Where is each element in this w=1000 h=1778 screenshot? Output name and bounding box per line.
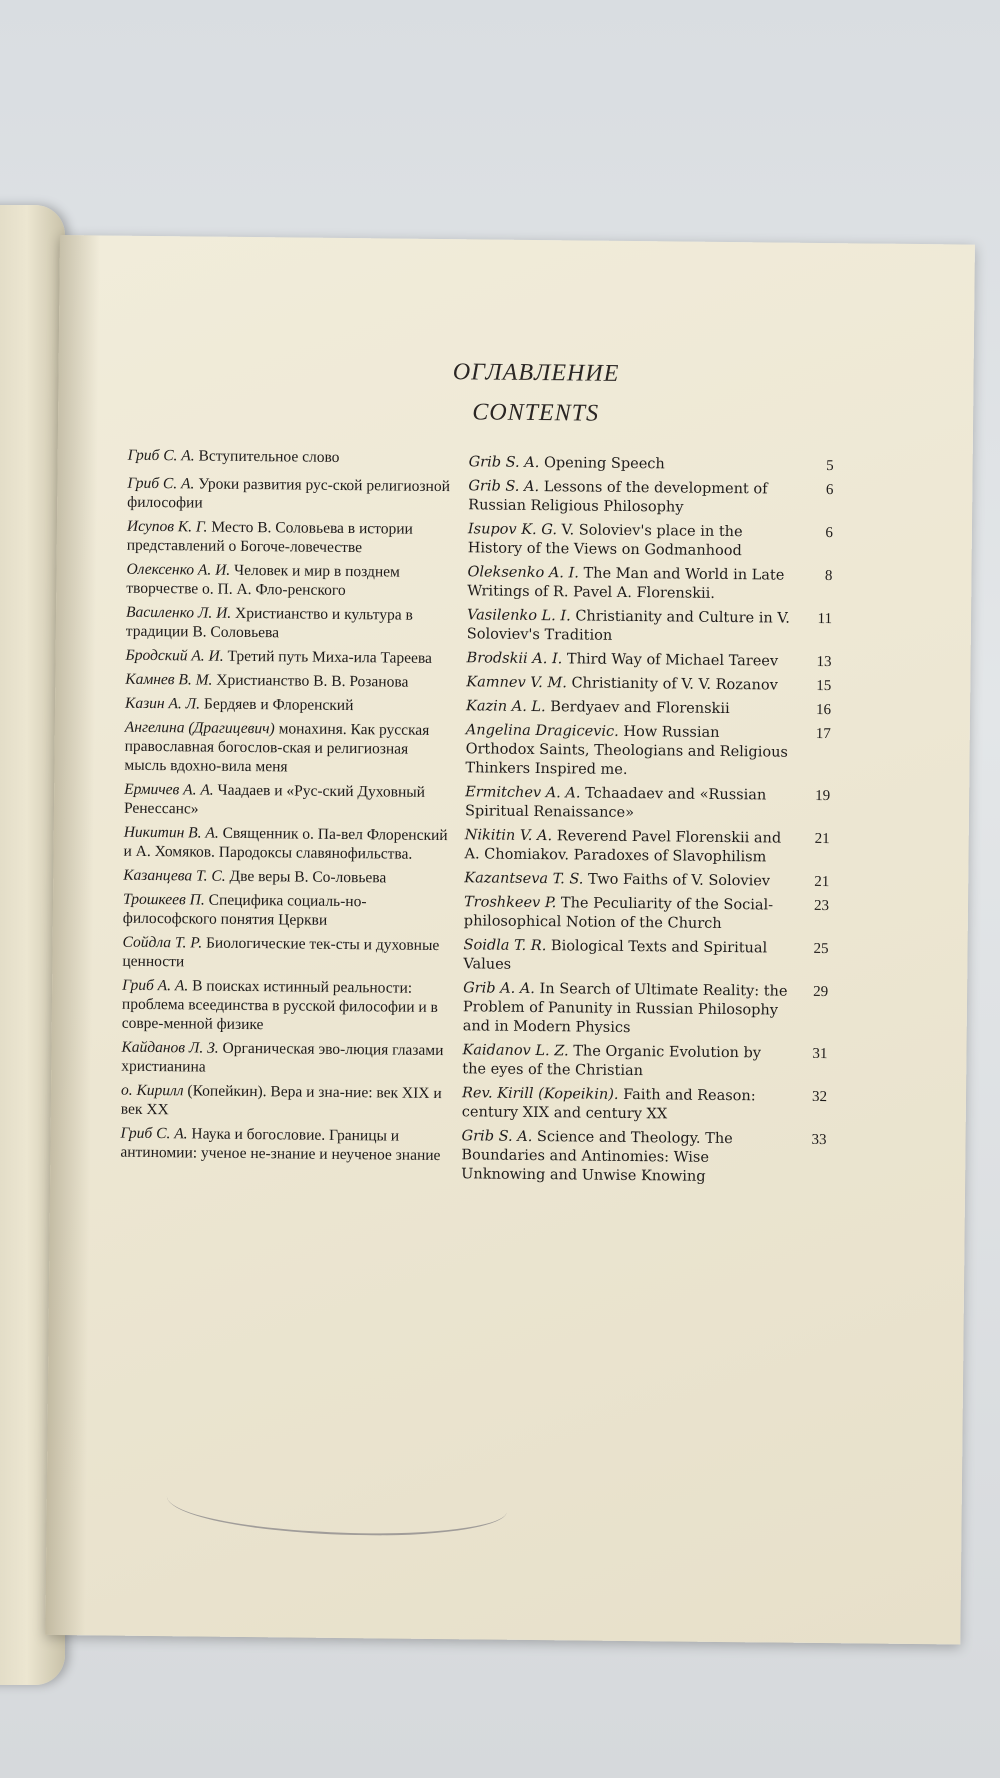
heading-russian: ОГЛАВЛЕНИЕ — [452, 359, 620, 387]
entry-english — [458, 697, 791, 719]
title-russian: Бердяев и Флоренский — [203, 695, 354, 715]
entry-english — [454, 1084, 787, 1125]
entry-english — [457, 783, 790, 824]
entry-russian — [124, 718, 458, 778]
toc-entry — [127, 517, 887, 563]
author-russian: Исупов К. Г. — [126, 517, 208, 536]
title-english: In Search of Ultimate Reality: the Problem of Panunity in Russian Philosophy and in Modern Physics — [462, 981, 788, 1037]
toc-entry — [121, 1081, 881, 1127]
entry-english — [457, 721, 791, 781]
title-russian: Священник о. Па-вел Флоренский и А. Хомяков. Пародоксы славянофильства. — [123, 824, 448, 863]
title-english: The Peculiarity of the Social-philosophical Notion of the Church — [463, 895, 774, 932]
author-english: Soidla T. R. — [463, 937, 547, 955]
toc-entry — [122, 933, 882, 979]
entry-russian — [128, 446, 461, 468]
entry-russian — [120, 1124, 453, 1165]
author-russian: Олексенко А. И. — [126, 560, 231, 579]
author-russian: Гриб С. А. — [120, 1124, 188, 1143]
author-english: Oleksenko A. I. — [467, 564, 579, 582]
entry-english — [458, 649, 791, 671]
toc-entry — [125, 670, 885, 697]
title-english: Tchaadaev and «Russian Spiritual Renaissance» — [464, 785, 767, 822]
page-number: 21 — [814, 873, 830, 891]
entry-russian — [123, 823, 456, 864]
title-russian: Специфика социаль-но-философского понятия Церкви — [122, 891, 367, 929]
title-russian: Две веры В. Со-ловьева — [229, 867, 387, 887]
page-number: 6 — [825, 482, 834, 499]
author-russian: Гриб А. А. — [122, 976, 189, 995]
author-english: Angelina Dragicevic. — [465, 722, 619, 740]
author-russian: Гриб С. А. — [127, 474, 195, 493]
title-russian: Вступительное слово — [198, 447, 340, 466]
title-english: Opening Speech — [543, 455, 665, 473]
entry-russian — [126, 560, 459, 601]
toc-entry — [124, 780, 884, 826]
page-number: 16 — [815, 701, 832, 719]
page-number: 13 — [816, 653, 832, 671]
author-english: Kamnev V. M. — [466, 674, 567, 692]
author-english: Kaidanov L. Z. — [462, 1042, 569, 1060]
title-english: Biological Texts and Spiritual Values — [463, 938, 768, 973]
author-russian: Василенко Л. И. — [125, 603, 232, 622]
entry-english — [454, 1041, 787, 1082]
entry-russian — [123, 866, 456, 888]
author-english: Grib S. A. — [468, 478, 540, 496]
entry-russian — [125, 694, 458, 716]
entry-russian — [126, 646, 459, 668]
toc-entry — [121, 1038, 881, 1084]
title-russian: Место В. Соловьева в истории представлений о Богоче-ловечестве — [126, 518, 413, 557]
author-russian: Гриб С. А. — [127, 446, 195, 465]
author-russian: Кайданов Л. З. — [121, 1038, 219, 1057]
author-english: Kazin A. L. — [466, 698, 546, 716]
page-number: 32 — [811, 1088, 828, 1106]
table-of-contents — [120, 446, 888, 1194]
title-english: Christianity of V. V. Rozanov — [571, 675, 778, 694]
title-russian: монахиня. Как русская православная богослов-ская и религиозная мысль вдохно-вила меня — [124, 720, 430, 776]
author-english: Nikitin V. A. — [464, 827, 553, 845]
entry-english — [459, 606, 792, 647]
pen-mark — [166, 1471, 507, 1537]
page-number: 15 — [816, 677, 832, 695]
entry-russian — [126, 603, 459, 644]
author-english: Kazantseva T. S. — [464, 870, 584, 888]
author-english: Isupov K. G. — [467, 521, 558, 539]
entry-english — [459, 563, 792, 604]
title-russian: Органическая эво-люция глазами христианина — [121, 1039, 444, 1076]
title-russian: Христианство и культура в традиции В. Соловьева — [125, 604, 413, 642]
page-number: 6 — [825, 525, 834, 542]
entry-russian — [123, 890, 456, 931]
toc-entry — [126, 603, 886, 649]
toc-entry — [126, 560, 886, 606]
title-english: Faith and Reason: century XIX and century XX — [461, 1086, 756, 1123]
author-russian: Трошкеев П. — [122, 890, 205, 909]
page-number: 31 — [812, 1045, 828, 1063]
entry-english — [456, 826, 789, 867]
title-english: V. Soloviev's place in the History of the Views on Godmanhood — [467, 522, 743, 560]
title-english: The Organic Evolution by the eyes of the Christian — [462, 1043, 762, 1080]
title-english: Third Way of Michael Tareev — [566, 651, 779, 670]
title-english: Science and Theology. The Boundaries and Antinomies: Wise Unknowing and Unwise Knowing — [461, 1129, 733, 1185]
title-russian: Третий путь Миха-ила Тареева — [227, 647, 433, 667]
author-russian: Ангелина (Драгицевич) — [124, 718, 275, 738]
author-english: Grib S. A. — [468, 454, 540, 472]
entry-russian — [121, 1081, 454, 1122]
page-number: 29 — [813, 983, 829, 1001]
title-english: The Man and World in Late Writings of R. Pavel A. Florenskii. — [467, 565, 785, 602]
title-russian: Биологические тек-сты и духовные ценности — [122, 934, 440, 971]
author-russian: Ермичев А. А. — [124, 780, 214, 799]
page-number: 5 — [826, 458, 834, 475]
author-english: Brodskii A. I. — [466, 650, 563, 668]
author-english: Grib A. A. — [463, 980, 536, 998]
author-russian: Казин А. Л. — [125, 694, 201, 713]
entry-russian — [122, 933, 455, 974]
entry-russian — [121, 1038, 454, 1079]
toc-entry — [125, 694, 885, 721]
page-number: 17 — [815, 725, 831, 743]
author-english: Vasilenko L. I. — [466, 607, 571, 625]
title-english: Reverend Pavel Florenskii and A. Chomiakov. Paradoxes of Slavophilism — [464, 828, 782, 866]
entry-english — [461, 449, 794, 475]
title-english: Lessons of the development of Russian Religious Philosophy — [468, 479, 768, 516]
entry-russian — [122, 976, 456, 1036]
author-russian: Камнев В. М. — [125, 670, 213, 689]
title-russian: Чаадаев и «Рус-ский Духовный Ренессанс» — [123, 781, 426, 818]
author-russian: Сойдла Т. Р. — [122, 933, 203, 952]
page-number: 8 — [824, 568, 833, 585]
page-number: 21 — [814, 830, 830, 848]
author-russian: Бродский А. И. — [125, 646, 224, 665]
toc-entry — [124, 718, 885, 783]
title-russian: Христианство В. В. Розанова — [216, 671, 409, 691]
page-number: 25 — [813, 940, 829, 958]
title-russian: (Копейкин). Вера и зна-ние: век XIX и век XX — [120, 1082, 442, 1119]
toc-entry — [123, 866, 883, 893]
author-english: Troshkeev P. — [463, 894, 557, 912]
title-russian: В поисках истинный реальности: проблема всеединства в русской философии и в совре-менной физике — [121, 977, 438, 1034]
author-english: Ermitchev A. A. — [465, 784, 581, 802]
toc-entry — [122, 976, 883, 1041]
toc-entry — [127, 474, 887, 520]
entry-english — [458, 673, 791, 695]
toc-entry — [126, 646, 886, 673]
page-number: 11 — [817, 610, 833, 628]
author-russian: о. Кирилл — [120, 1081, 184, 1100]
entry-english — [460, 520, 793, 561]
entry-english — [460, 477, 793, 518]
entry-english — [453, 1127, 787, 1187]
entry-russian — [125, 670, 458, 692]
heading-english: CONTENTS — [472, 399, 600, 427]
entry-russian — [124, 780, 457, 821]
title-russian: Наука и богословие. Границы и антиномии: ученое не-знание и неученое знание — [120, 1125, 441, 1165]
author-russian: Никитин В. А. — [123, 823, 219, 842]
entry-english — [455, 936, 788, 977]
title-english: How Russian Orthodox Saints, Theologians and Religious Thinkers Inspired me. — [465, 723, 788, 778]
entry-english — [455, 979, 789, 1039]
entry-english — [456, 869, 789, 891]
entry-russian — [127, 517, 460, 558]
title-english: Berdyaev and Florenskii — [550, 699, 730, 718]
book-page — [45, 235, 975, 1645]
title-english: Two Faiths of V. Soloviev — [587, 871, 771, 890]
toc-entry — [120, 1124, 881, 1189]
title-russian: Человек и мир в позднем творчестве о. П. А. Фло-ренского — [126, 561, 400, 600]
author-english: Rev. Kirill (Kopeikin). — [461, 1085, 619, 1103]
entry-russian — [127, 474, 460, 515]
page-number: 33 — [811, 1131, 827, 1149]
page-number: 23 — [813, 897, 830, 915]
toc-entry — [123, 890, 883, 936]
title-russian: Уроки развития рус-ской религиозной философии — [127, 475, 451, 512]
toc-entry — [128, 446, 888, 477]
entry-english — [456, 893, 789, 934]
title-english: Christianity and Culture in V. Soloviev's Tradition — [466, 608, 790, 644]
page-number: 19 — [815, 787, 831, 805]
author-russian: Казанцева Т. С. — [123, 866, 226, 885]
toc-entry — [123, 823, 883, 869]
author-english: Grib S. A. — [461, 1128, 533, 1145]
